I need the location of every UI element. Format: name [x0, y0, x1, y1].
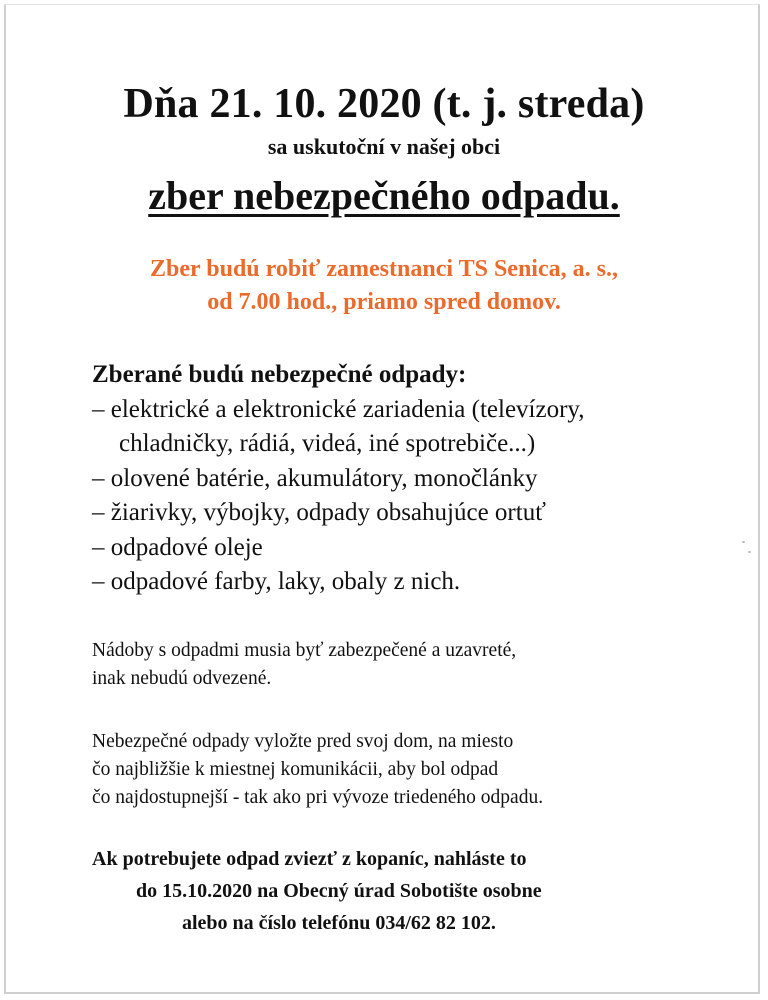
list-item: – odpadové farby, laky, obaly z nich. [92, 568, 461, 595]
placement-note-line-3: čo najdostupnejší - tak ako pri vývoze triedeného odpadu. [92, 787, 544, 808]
contact-line-3: alebo na číslo telefónu 034/62 82 102. [182, 912, 496, 934]
list-item: – olovené batérie, akumulátory, monočlánky [92, 464, 538, 492]
list-item-continuation: chladničky, rádiá, videá, iné spotrebiče...) [119, 430, 536, 457]
scan-speck [742, 541, 745, 543]
placement-note-line-1: Nebezpečné odpady vyložte pred svoj dom, na miesto [92, 731, 514, 752]
event-subline: sa uskutoční v našej obci [267, 134, 501, 159]
event-title-text: zber nebezpečného odpadu. [148, 173, 620, 218]
contact-line-2: do 15.10.2020 na Obecný úrad Sobotište osobne [136, 880, 542, 902]
contact-line-1: Ak potrebujete odpad zviezť z kopaníc, nahláste to [92, 848, 527, 870]
list-item: – žiarivky, výbojky, odpady obsahujúce ortuť [92, 499, 546, 526]
list-item: – odpadové oleje [92, 533, 263, 561]
placement-note-line-2: čo najbližšie k miestnej komunikácii, aby bol odpad [92, 759, 499, 780]
containers-note [92, 637, 516, 693]
collection-info-line-2: od 7.00 hod., priamo spred domov. [207, 289, 561, 315]
event-date-headline: Dňa 21. 10. 2020 (t. j. streda) [123, 81, 645, 127]
containers-note-line-1: Nádoby s odpadmi musia byť zabezpečené a uzavreté, [92, 640, 517, 661]
placement-note [92, 728, 543, 812]
collection-info-line-1: Zber budú robiť zamestnanci TS Senica, a. s., [150, 256, 618, 282]
event-title [0, 172, 768, 220]
collection-info [0, 253, 768, 319]
waste-list-heading: Zberané budú nebezpečné odpady: [92, 361, 467, 388]
list-item: – elektrické a elektronické zariadenia (televízory, [92, 395, 585, 423]
containers-note-line-2: inak nebudú odvezené. [92, 668, 272, 689]
contact-note [92, 843, 542, 939]
waste-list [92, 358, 585, 600]
scan-speck [748, 551, 751, 553]
